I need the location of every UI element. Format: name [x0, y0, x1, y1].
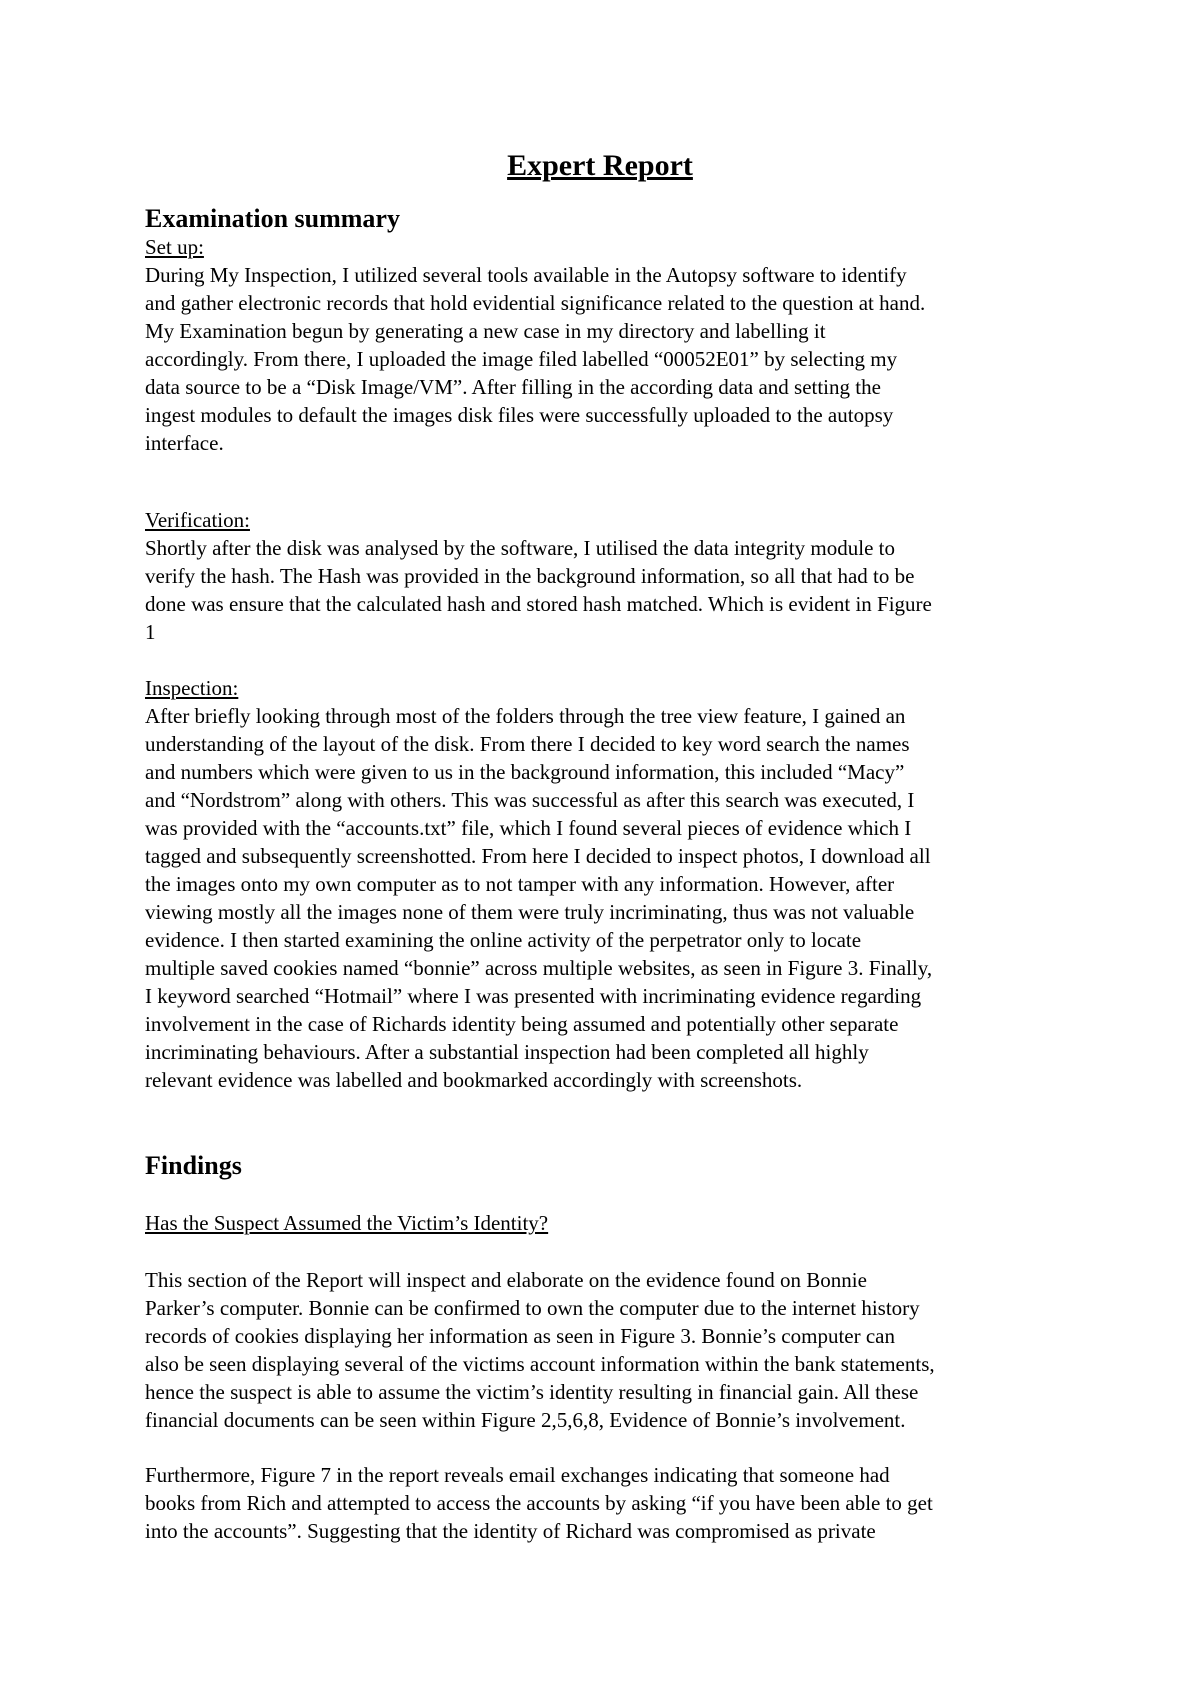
- text-line: and “Nordstrom” along with others. This was successful as after this search was executed, I: [145, 788, 915, 812]
- text-line: hence the suspect is able to assume the victim’s identity resulting in financial gain. All these: [145, 1380, 919, 1404]
- text-line: Parker’s computer. Bonnie can be confirmed to own the computer due to the internet history: [145, 1296, 920, 1320]
- setup-paragraph: [145, 261, 1090, 457]
- text-line: interface.: [145, 431, 224, 455]
- text-line: Shortly after the disk was analysed by the software, I utilised the data integrity module to: [145, 536, 895, 560]
- text-line: viewing mostly all the images none of them were truly incriminating, thus was not valuable: [145, 900, 915, 924]
- text-line: 1: [145, 620, 156, 644]
- findings-paragraph-1: [145, 1266, 1090, 1434]
- setup-subheading: Set up:: [145, 235, 204, 259]
- text-line: ingest modules to default the images disk files were successfully uploaded to the autopsy: [145, 403, 894, 427]
- text-line: multiple saved cookies named “bonnie” across multiple websites, as seen in Figure 3. Finally,: [145, 956, 933, 980]
- text-line: the images onto my own computer as to not tamper with any information. However, after: [145, 872, 895, 896]
- text-line: understanding of the layout of the disk. From there I decided to key word search the names: [145, 732, 910, 756]
- text-line: financial documents can be seen within Figure 2,5,6,8, Evidence of Bonnie’s involvement.: [145, 1408, 906, 1432]
- text-line: evidence. I then started examining the online activity of the perpetrator only to locate: [145, 928, 862, 952]
- verification-paragraph: [145, 534, 1090, 646]
- text-line: records of cookies displaying her information as seen in Figure 3. Bonnie’s computer can: [145, 1324, 895, 1348]
- text-line: and numbers which were given to us in the background information, this included “Macy”: [145, 760, 905, 784]
- text-line: done was ensure that the calculated hash and stored hash matched. Which is evident in Figure: [145, 592, 932, 616]
- identity-question-heading: Has the Suspect Assumed the Victim’s Identity?: [145, 1211, 549, 1235]
- text-line: After briefly looking through most of the folders through the tree view feature, I gained an: [145, 704, 906, 728]
- text-line: involvement in the case of Richards identity being assumed and potentially other separate: [145, 1012, 899, 1036]
- verification-subheading: Verification:: [145, 508, 250, 532]
- text-line: incriminating behaviours. After a substantial inspection had been completed all highly: [145, 1040, 869, 1064]
- text-line: books from Rich and attempted to access the accounts by asking “if you have been able to get: [145, 1491, 933, 1515]
- inspection-paragraph: [145, 702, 1090, 1094]
- text-line: into the accounts”. Suggesting that the identity of Richard was compromised as private: [145, 1519, 876, 1543]
- text-line: I keyword searched “Hotmail” where I was presented with incriminating evidence regarding: [145, 984, 922, 1008]
- text-line: and gather electronic records that hold evidential significance related to the question at hand.: [145, 291, 926, 315]
- text-line: was provided with the “accounts.txt” file, which I found several pieces of evidence which I: [145, 816, 912, 840]
- text-line: This section of the Report will inspect and elaborate on the evidence found on Bonnie: [145, 1268, 867, 1292]
- report-title: Expert Report: [507, 149, 693, 182]
- text-line: My Examination begun by generating a new case in my directory and labelling it: [145, 319, 826, 343]
- text-line: verify the hash. The Hash was provided in the background information, so all that had to be: [145, 564, 915, 588]
- findings-heading: Findings: [145, 1151, 242, 1180]
- text-line: relevant evidence was labelled and bookmarked accordingly with screenshots.: [145, 1068, 803, 1092]
- text-line: also be seen displaying several of the victims account information within the bank statements,: [145, 1352, 935, 1376]
- inspection-subheading: Inspection:: [145, 676, 239, 700]
- text-line: During My Inspection, I utilized several tools available in the Autopsy software to identify: [145, 263, 907, 287]
- findings-paragraph-2: [145, 1461, 1090, 1545]
- text-line: data source to be a “Disk Image/VM”. After filling in the according data and setting the: [145, 375, 881, 399]
- text-line: Furthermore, Figure 7 in the report reveals email exchanges indicating that someone had: [145, 1463, 890, 1487]
- text-line: tagged and subsequently screenshotted. From here I decided to inspect photos, I download all: [145, 844, 931, 868]
- examination-summary-heading: Examination summary: [145, 204, 400, 233]
- text-line: accordingly. From there, I uploaded the image filed labelled “00052E01” by selecting my: [145, 347, 898, 371]
